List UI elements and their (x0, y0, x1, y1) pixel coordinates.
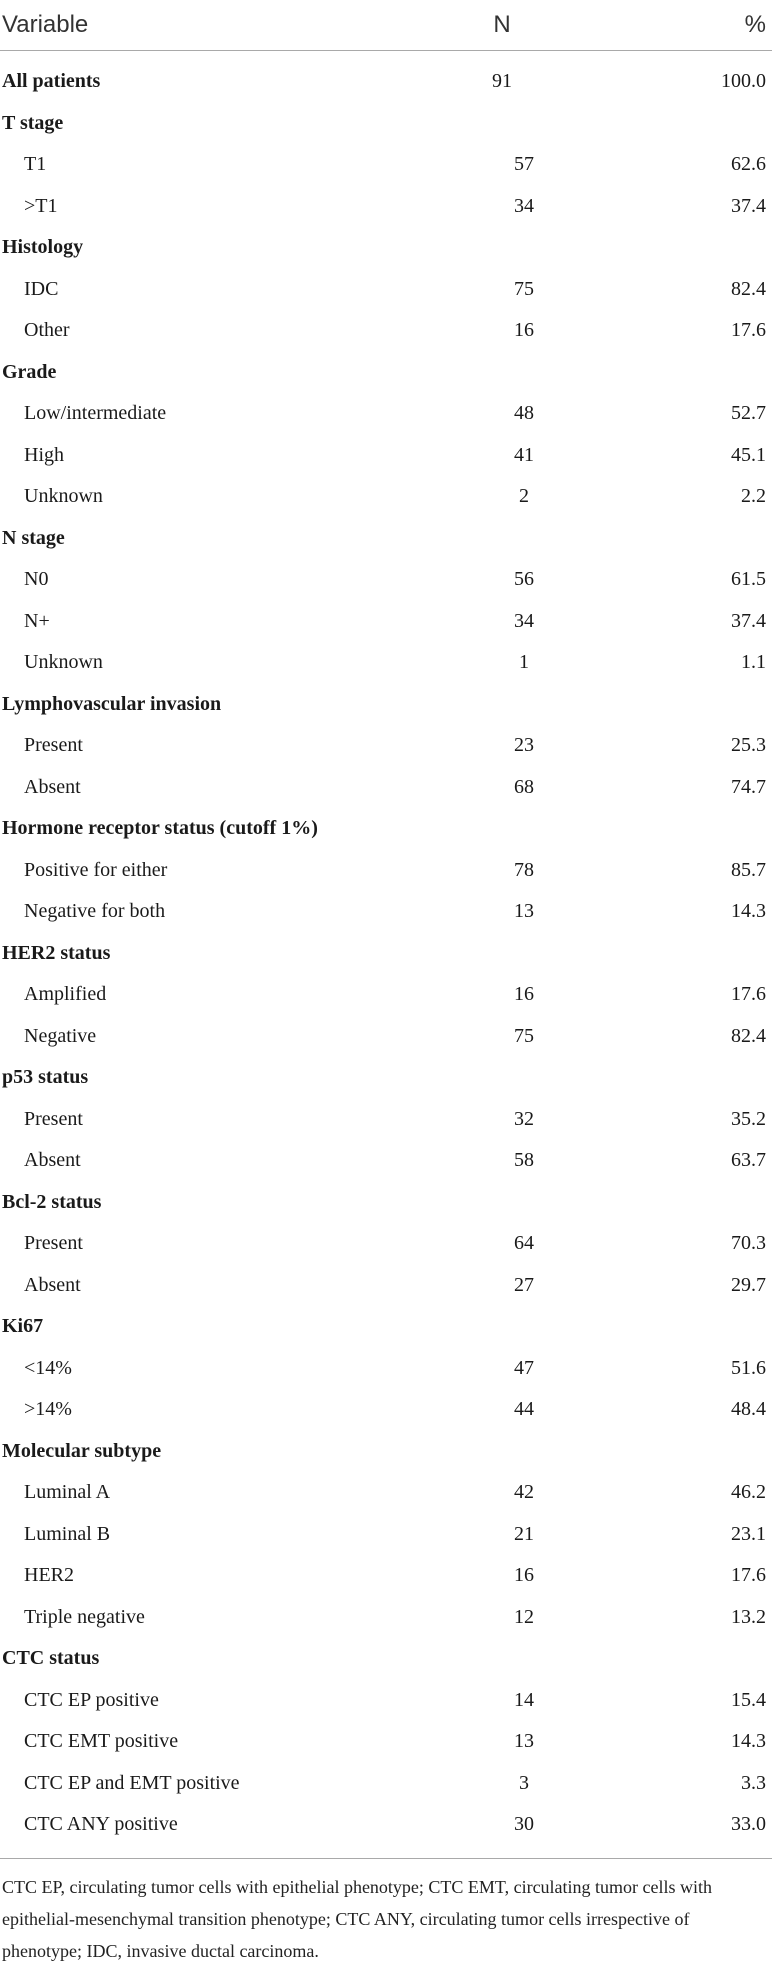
cell-variable: Unknown (24, 485, 103, 508)
cell-percent: 74.7 (731, 775, 766, 798)
table-row (0, 1265, 772, 1307)
cell-n: 16 (514, 983, 534, 1006)
table-body (0, 51, 772, 1858)
cell-n: 2 (519, 485, 529, 508)
cell-percent: 85.7 (731, 858, 766, 881)
cell-variable: CTC EP positive (24, 1688, 159, 1711)
cell-variable: Negative (24, 1024, 97, 1047)
cell-percent: 82.4 (731, 277, 766, 300)
table-group-row (0, 518, 772, 560)
cell-percent: 62.6 (731, 153, 766, 176)
cell-variable: Absent (24, 1149, 81, 1172)
cell-variable: CTC ANY positive (24, 1813, 178, 1836)
table-row (0, 725, 772, 767)
cell-n: 16 (514, 319, 534, 342)
cell-percent: 61.5 (731, 568, 766, 591)
table-row (0, 974, 772, 1016)
cell-percent: 51.6 (731, 1356, 766, 1379)
table-row (0, 601, 772, 643)
cell-variable: CTC EMT positive (24, 1730, 179, 1753)
cell-variable: Absent (24, 1273, 81, 1296)
table-row (0, 1763, 772, 1805)
table-row (0, 476, 772, 518)
table-row (0, 1804, 772, 1846)
cell-variable: Present (24, 1107, 83, 1130)
cell-variable: Unknown (24, 651, 103, 674)
cell-percent: 14.3 (731, 1730, 766, 1753)
table-row (0, 1099, 772, 1141)
cell-n: 34 (514, 609, 534, 632)
table-row (0, 1680, 772, 1722)
cell-percent: 100.0 (721, 70, 766, 93)
table-group-row (0, 352, 772, 394)
table-row (0, 393, 772, 435)
cell-n: 23 (514, 734, 534, 757)
cell-variable: Luminal B (24, 1522, 111, 1545)
cell-variable: Triple negative (24, 1605, 145, 1628)
cell-variable: Histology (2, 236, 84, 259)
cell-variable: Present (24, 734, 83, 757)
table-group-row (0, 1306, 772, 1348)
cell-n: 57 (514, 153, 534, 176)
cell-percent: 25.3 (731, 734, 766, 757)
cell-percent: 17.6 (731, 983, 766, 1006)
cell-variable: CTC EP and EMT positive (24, 1771, 240, 1794)
cell-percent: 23.1 (731, 1522, 766, 1545)
cell-variable: Positive for either (24, 858, 168, 881)
cell-variable: p53 status (2, 1066, 89, 1089)
cell-percent: 29.7 (731, 1273, 766, 1296)
cell-percent: 82.4 (731, 1024, 766, 1047)
cell-variable: Luminal A (24, 1481, 111, 1504)
table-row (0, 1223, 772, 1265)
cell-variable: Grade (2, 360, 57, 383)
cell-percent: 35.2 (731, 1107, 766, 1130)
cell-percent: 14.3 (731, 900, 766, 923)
table-footnote: CTC EP, circulating tumor cells with epithelial phenotype; CTC EMT, circulating tumor cells with epithelial-mesenchymal transition phenotype; CTC ANY, circulating tumor cells irrespective of phenotype; IDC, invasive ductal carcinoma. (2, 1876, 713, 1961)
table-group-row (0, 684, 772, 726)
cell-n: 75 (514, 1024, 534, 1047)
cell-n: 64 (514, 1232, 534, 1255)
cell-n: 47 (514, 1356, 534, 1379)
header-percent: % (744, 11, 766, 38)
table-row (0, 642, 772, 684)
cell-variable: <14% (24, 1356, 72, 1379)
table-row (0, 310, 772, 352)
table-row (0, 1389, 772, 1431)
cell-n: 1 (519, 651, 529, 674)
header-n: N (493, 11, 511, 38)
cell-percent: 48.4 (731, 1398, 766, 1421)
cell-n: 13 (514, 900, 534, 923)
cell-n: 78 (514, 858, 534, 881)
cell-variable: T stage (2, 111, 64, 134)
cell-percent: 46.2 (731, 1481, 766, 1504)
cell-variable: Amplified (24, 983, 107, 1006)
table-row (0, 850, 772, 892)
table-group-row (0, 61, 772, 103)
cell-percent: 13.2 (731, 1605, 766, 1628)
table-row (0, 1514, 772, 1556)
cell-percent: 2.2 (741, 485, 766, 508)
cell-variable: Bcl-2 status (2, 1190, 102, 1213)
cell-n: 14 (514, 1688, 534, 1711)
cell-n: 3 (519, 1771, 529, 1794)
cell-percent: 70.3 (731, 1232, 766, 1255)
cell-percent: 17.6 (731, 319, 766, 342)
table-group-row (0, 1431, 772, 1473)
table-row (0, 1348, 772, 1390)
cell-percent: 37.4 (731, 194, 766, 217)
cell-variable: >14% (24, 1398, 72, 1421)
table-row (0, 767, 772, 809)
header-variable: Variable (2, 11, 89, 38)
cell-n: 48 (514, 402, 534, 425)
cell-n: 41 (514, 443, 534, 466)
cell-n: 44 (514, 1398, 534, 1421)
table-group-row (0, 1182, 772, 1224)
table-row (0, 1597, 772, 1639)
table-group-row (0, 933, 772, 975)
table-group-row (0, 808, 772, 850)
cell-variable: Molecular subtype (2, 1439, 162, 1462)
cell-percent: 63.7 (731, 1149, 766, 1172)
table-row (0, 1472, 772, 1514)
table-row (0, 186, 772, 228)
cell-n: 32 (514, 1107, 534, 1130)
cell-n: 16 (514, 1564, 534, 1587)
table-row (0, 269, 772, 311)
cell-n: 21 (514, 1522, 534, 1545)
cell-percent: 33.0 (731, 1813, 766, 1836)
cell-variable: N stage (2, 526, 65, 549)
cell-variable: HER2 status (2, 941, 111, 964)
table-row (0, 1016, 772, 1058)
cell-variable: All patients (2, 70, 101, 93)
cell-variable: IDC (24, 277, 59, 300)
cell-variable: High (24, 443, 64, 466)
cell-n: 58 (514, 1149, 534, 1172)
cell-n: 56 (514, 568, 534, 591)
cell-variable: >T1 (24, 194, 58, 217)
cell-variable: Lymphovascular invasion (2, 692, 222, 715)
table-row (0, 559, 772, 601)
table-row (0, 891, 772, 933)
cell-n: 27 (514, 1273, 534, 1296)
cell-variable: Hormone receptor status (cutoff 1%) (2, 817, 318, 840)
cell-percent: 52.7 (731, 402, 766, 425)
cell-variable: Low/intermediate (24, 402, 167, 425)
cell-n: 12 (514, 1605, 534, 1628)
cell-variable: T1 (24, 153, 47, 176)
cell-percent: 45.1 (731, 443, 766, 466)
table-row (0, 435, 772, 477)
table-group-row (0, 227, 772, 269)
cell-variable: N+ (24, 609, 50, 632)
table-group-row (0, 1057, 772, 1099)
cell-variable: Absent (24, 775, 81, 798)
cell-variable: CTC status (2, 1647, 100, 1670)
cell-n: 30 (514, 1813, 534, 1836)
cell-percent: 37.4 (731, 609, 766, 632)
cell-n: 34 (514, 194, 534, 217)
table-row (0, 1721, 772, 1763)
table-group-row (0, 1638, 772, 1680)
cell-variable: Present (24, 1232, 83, 1255)
table-header (0, 0, 772, 50)
table-group-row (0, 103, 772, 145)
table-row (0, 144, 772, 186)
cell-variable: N0 (24, 568, 49, 591)
cell-percent: 1.1 (741, 651, 766, 674)
cell-percent: 15.4 (731, 1688, 766, 1711)
cell-n: 68 (514, 775, 534, 798)
cell-percent: 17.6 (731, 1564, 766, 1587)
cell-percent: 3.3 (741, 1771, 766, 1794)
table-row (0, 1140, 772, 1182)
cell-variable: Negative for both (24, 900, 166, 923)
cell-n: 42 (514, 1481, 534, 1504)
cell-n: 13 (514, 1730, 534, 1753)
cell-n: 91 (492, 70, 512, 93)
cell-variable: HER2 (24, 1564, 74, 1587)
cell-n: 75 (514, 277, 534, 300)
table-row (0, 1555, 772, 1597)
cell-variable: Ki67 (2, 1315, 44, 1338)
cell-variable: Other (24, 319, 70, 342)
